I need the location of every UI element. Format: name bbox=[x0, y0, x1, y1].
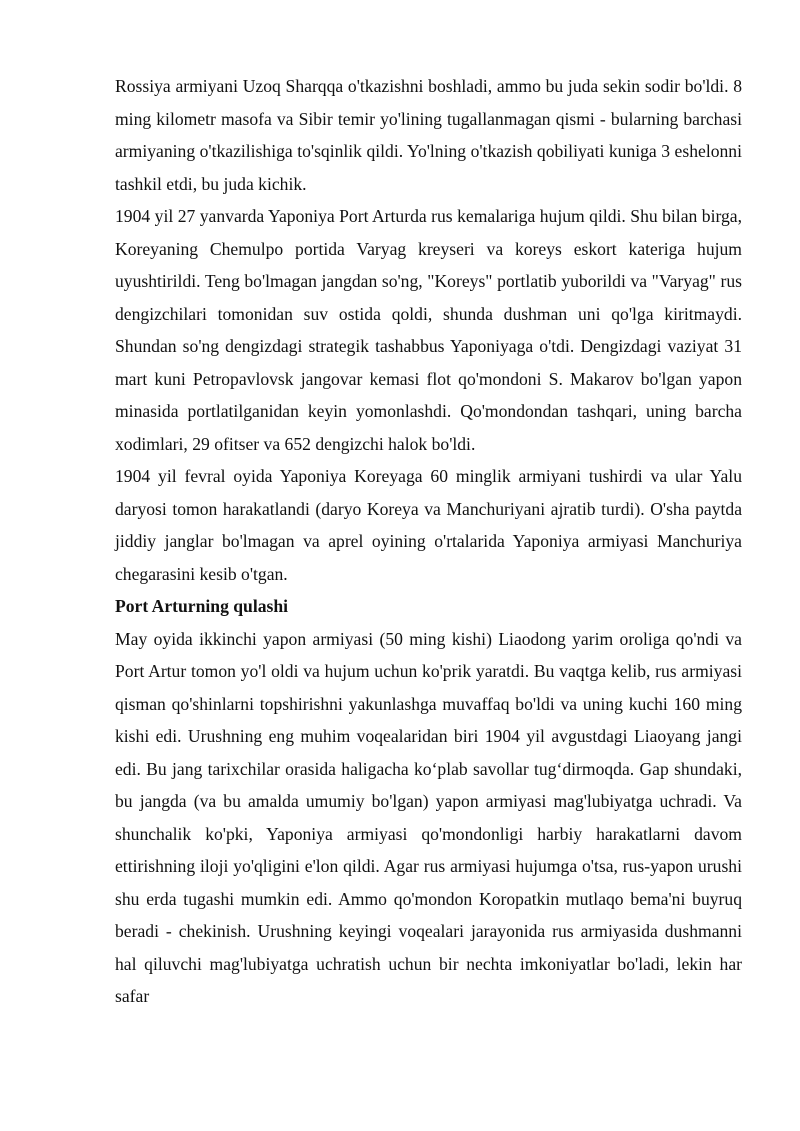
paragraph-army-transfer: Rossiya armiyani Uzoq Sharqqa o'tkazishni boshladi, ammo bu juda sekin sodir bo'ldi. 8 ming kilometr masofa va Sibir temir yo'lining tugallanmagan qismi - bularning barchasi armiyaning o'tkazilishiga to'sqinlik qildi. Yo'lning o'tkazish qobiliyati kuniga 3 eshelonni tashkil etdi, bu juda kichik. bbox=[115, 76, 742, 194]
paragraph-korea-landing: 1904 yil fevral oyida Yaponiya Koreyaga 60 minglik armiyani tushirdi va ular Yalu daryosi tomon harakatlandi (daryo Koreya va Manchuriyani ajratib turdi). O'sha paytda jiddiy janglar bo'lmagan va aprel oyining o'rtalarida Yaponiya armiyasi Manchuriya chegarasini kesib o'tgan. bbox=[115, 466, 742, 584]
paragraph-port-arthur-attack: 1904 yil 27 yanvarda Yaponiya Port Arturda rus kemalariga hujum qildi. Shu bilan birga, Koreyaning Chemulpo portida Varyag kreyseri va koreys eskort kateriga hujum uyushtirildi. Teng bo'lmagan jangdan so'ng, "Koreys" portlatib yuborildi va "Varyag" rus dengizchilari tomonidan suv ostida qoldi, shunda dushman uni qo'lga kiritmaydi. Shundan so'ng dengizdagi strategik tashabbus Yaponiyaga o'tdi. Dengizdagi vaziyat 31 mart kuni Petropavlovsk jangovar kemasi flot qo'mondoni S. Makarov bo'lgan yapon minasida portlatilganidan keyin yomonlashdi. Qo'mondondan tashqari, uning barcha xodimlari, 29 ofitser va 652 dengizchi halok bo'ldi. bbox=[115, 206, 742, 454]
section-heading: Port Arturning qulashi bbox=[115, 596, 289, 616]
paragraph-liaoyang-battle: May oyida ikkinchi yapon armiyasi (50 ming kishi) Liaodong yarim oroliga qo'ndi va Port Artur tomon yo'l oldi va hujum uchun ko'prik yaratdi. Bu vaqtga kelib, rus armiyasi qisman qo'shinlarni topshirishni yakunlashga muvaffaq bo'ldi va uning kuchi 160 ming kishi edi. Urushning eng muhim voqealaridan biri 1904 yil avgustdagi Liaoyang jangi edi. Bu jang tarixchilar orasida haligacha ko‘plab savollar tug‘dirmoqda. Gap shundaki, bu jangda (va bu amalda umumiy bo'lgan) yapon armiyasi mag'lubiyatga uchradi. Va shunchalik ko'pki, Yaponiya armiyasi qo'mondonligi harbiy harakatlarni davom ettirishning iloji yo'qligini e'lon qildi. Agar rus armiyasi hujumga o'tsa, rus-yapon urushi shu erda tugashi mumkin edi. Ammo qo'mondon Koropatkin mutlaqo bema'ni buyruq beradi - chekinish. Urushning keyingi voqealari jarayonida rus armiyasida dushmanni hal qiluvchi mag'lubiyatga uchratish uchun bir nechta imkoniyatlar bo'ladi, lekin har safar bbox=[115, 628, 742, 1006]
document-page bbox=[115, 70, 742, 1013]
